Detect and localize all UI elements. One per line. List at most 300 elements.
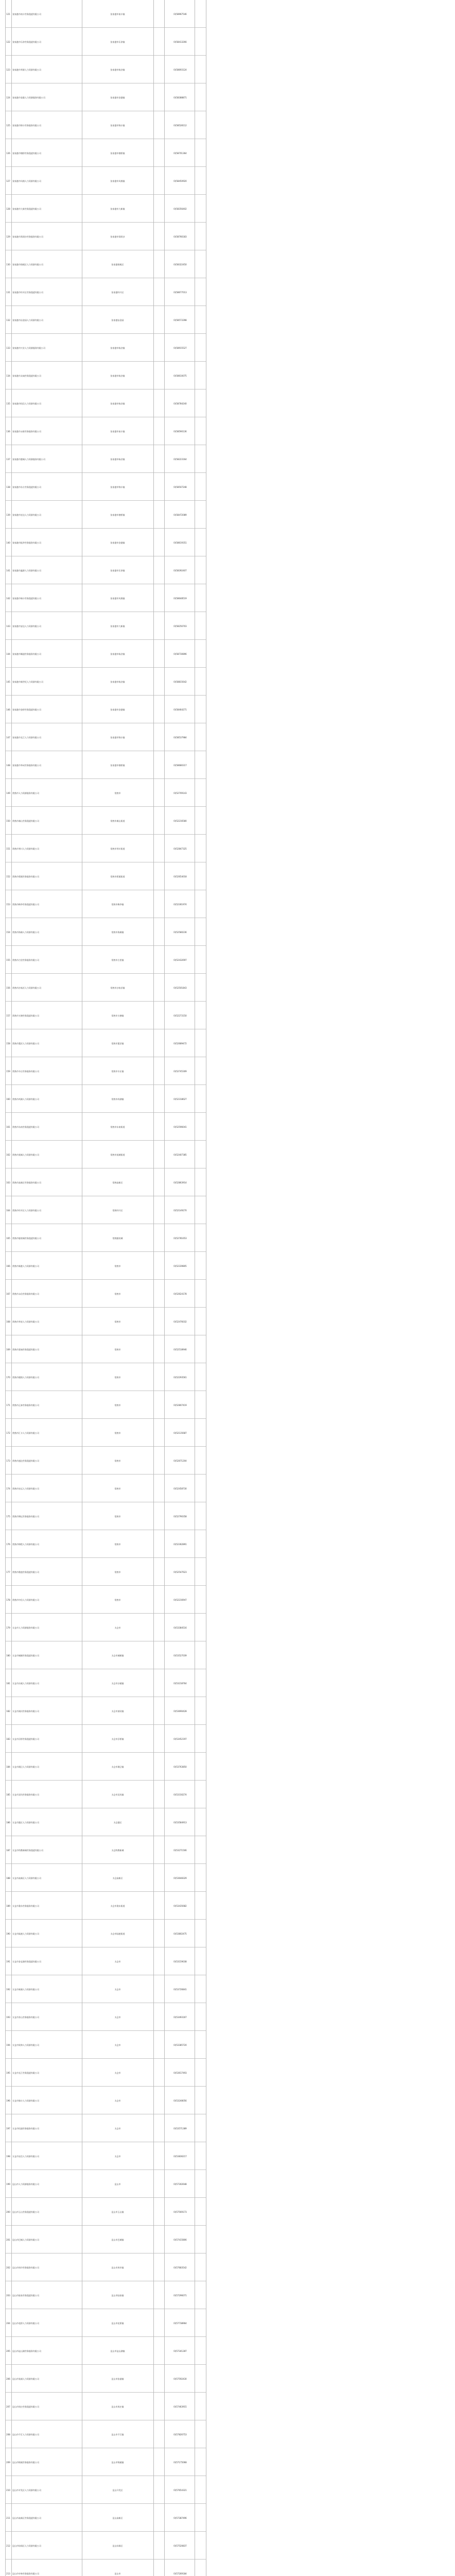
cell-phone: （0)52135687: [172, 1431, 187, 1434]
cell-contact: [195, 2031, 206, 2059]
cell-legal-rep: [153, 334, 164, 362]
cell-contact: [195, 1363, 206, 1391]
cell-name: 常熟市辛庄劳务服务有限公司: [12, 1070, 39, 1073]
table-row: [0, 1808, 455, 1836]
cell-address: 太仓市: [114, 1988, 121, 1991]
table-row: [0, 696, 455, 723]
cell-address: 常熟市: [114, 1570, 121, 1573]
cell-phone: （0)58915527: [172, 346, 187, 349]
cell-address: 常熟市: [114, 1515, 121, 1518]
cell-contact: [195, 1864, 206, 1892]
cell-no: 189: [6, 1904, 10, 1907]
cell-legal-rep: [153, 1113, 164, 1141]
cell-name: 常熟市永信劳务服务有限公司: [12, 1292, 39, 1295]
table-row: [0, 2003, 455, 2031]
cell-address: 常熟市: [114, 1403, 121, 1406]
cell-address: 常熟市尚湖镇: [111, 1097, 124, 1100]
cell-no: 144: [6, 652, 10, 655]
cell-name: 昆山市综保区人力资源有限公司: [12, 2544, 41, 2547]
cell-phone: （0)58680317: [172, 764, 187, 767]
cell-address: 张家港保税区: [111, 263, 124, 266]
table-row: [0, 1947, 455, 1975]
cell-phone: （0)53452197: [172, 1737, 187, 1740]
cell-name: 昆山市陆家劳务派遣有限公司: [12, 2294, 39, 2297]
cell-address: 常熟市梅李镇: [111, 903, 124, 906]
cell-contact: [195, 2087, 206, 2114]
table-row: [0, 501, 455, 529]
cell-no: 178: [6, 1598, 10, 1601]
cell-no: 147: [6, 736, 10, 739]
cell-address: 昆山市巴城镇: [111, 2238, 124, 2241]
cell-address: 太仓市娄东街道: [110, 1904, 125, 1907]
cell-legal-rep: [153, 1447, 164, 1475]
cell-phone: （0)58967546: [172, 12, 187, 15]
cell-phone: （0)58464271: [172, 708, 187, 711]
cell-legal-rep: [153, 1196, 164, 1224]
cell-name: 常熟市德润人力资源有限公司: [12, 1376, 39, 1379]
cell-contact: [195, 1920, 206, 1947]
cell-name: 昆山市周庄劳务派遣有限公司: [12, 2405, 39, 2408]
cell-address: 太仓港区: [113, 1821, 122, 1824]
cell-contact: [195, 1280, 206, 1308]
cell-name: 常熟市梅李劳务派遣有限公司: [12, 903, 39, 906]
table-row: [0, 1363, 455, 1391]
cell-address: 太仓市陆渡街道: [110, 1932, 125, 1935]
cell-legal-rep: [153, 2226, 164, 2253]
cell-contact: [195, 1308, 206, 1335]
cell-address: 常熟市: [114, 1320, 121, 1323]
cell-name: 昆山市亭林劳务服务有限公司: [12, 2572, 39, 2575]
cell-address: 太仓市浮桥镇: [111, 1737, 124, 1740]
cell-legal-rep: [153, 2309, 164, 2337]
cell-name: 昆山市周市劳务服务有限公司: [12, 2266, 39, 2269]
cell-phone: （0)52432697: [172, 958, 187, 961]
cell-no: 156: [6, 986, 10, 989]
cell-name: 太仓市陆渡人力资源有限公司: [12, 1932, 39, 1935]
cell-contact: [195, 584, 206, 612]
cell-no: 155: [6, 958, 10, 961]
cell-no: 151: [6, 847, 10, 850]
cell-legal-rep: [153, 250, 164, 278]
cell-name: 常熟市碧溪劳务服务有限公司: [12, 875, 39, 878]
cell-no: 205: [6, 2349, 10, 2352]
cell-name: 张家港市金桥劳务派遣有限公司: [12, 708, 41, 711]
cell-no: 153: [6, 903, 10, 906]
cell-no: 181: [6, 1682, 10, 1685]
cell-phone: （0)53385720: [172, 2043, 187, 2046]
table-row: [0, 2170, 455, 2198]
cell-address: 张家港市杨舍镇: [110, 402, 125, 405]
cell-contact: [195, 334, 206, 362]
cell-legal-rep: [153, 2142, 164, 2170]
cell-address: 昆山市张浦镇: [111, 2377, 124, 2380]
table-row: [0, 278, 455, 306]
cell-no: 203: [6, 2294, 10, 2297]
cell-contact: [195, 195, 206, 223]
cell-legal-rep: [153, 1280, 164, 1308]
table-row: [0, 974, 455, 1002]
cell-legal-rep: [153, 2087, 164, 2114]
cell-no: 163: [6, 1181, 10, 1184]
cell-address: 张家港市大新镇: [110, 207, 125, 210]
cell-address: 常熟市: [114, 1543, 121, 1546]
cell-name: 常熟市东南劳务派遣有限公司: [12, 1125, 39, 1128]
cell-address: 常熟市莫城街道: [110, 1153, 125, 1156]
cell-legal-rep: [153, 1920, 164, 1947]
table-row: [0, 1502, 455, 1530]
cell-address: 张家港市杨舍镇: [110, 652, 125, 655]
cell-name: 太仓市人力资源服务有限公司: [12, 1626, 39, 1629]
cell-legal-rep: [153, 640, 164, 668]
table-row: [0, 1029, 455, 1057]
table-row: [0, 584, 455, 612]
cell-name: 太仓市浮桥劳务派遣有限公司: [12, 1737, 39, 1740]
cell-contact: [195, 223, 206, 250]
table-row: [0, 1753, 455, 1781]
cell-phone: （0)58450920: [172, 179, 187, 182]
cell-contact: [195, 0, 206, 28]
cell-legal-rep: [153, 278, 164, 306]
cell-address: 常熟市: [114, 1348, 121, 1351]
cell-legal-rep: [153, 1363, 164, 1391]
cell-name: 昆山市淀山湖劳务服务有限公司: [12, 2349, 41, 2352]
cell-name: 太仓市宏信人力资源有限公司: [12, 2155, 39, 2158]
cell-address: 太仓市: [114, 2015, 121, 2019]
cell-name: 张家港市冶金园人力资源有限公司: [12, 318, 43, 321]
cell-name: 太仓市浏河劳务服务有限公司: [12, 1709, 39, 1713]
cell-legal-rep: [153, 1669, 164, 1697]
cell-name: 张家港市锦丰劳务服务有限公司: [12, 124, 41, 127]
cell-contact: [195, 918, 206, 946]
cell-contact: [195, 1057, 206, 1085]
cell-name: 常熟市鼎盛劳务派遣有限公司: [12, 1570, 39, 1573]
cell-legal-rep: [153, 2114, 164, 2142]
cell-address: 常熟市: [114, 791, 121, 794]
cell-name: 常熟市尚湖人力资源有限公司: [12, 1097, 39, 1100]
cell-no: 173: [6, 1459, 10, 1462]
cell-name: 常熟市琴川人力资源有限公司: [12, 847, 39, 850]
cell-contact: [195, 1781, 206, 1808]
cell-contact: [195, 1029, 206, 1057]
cell-address: 张家港市常阴沙: [110, 235, 125, 238]
cell-phone: （0)52689472: [172, 1042, 187, 1045]
cell-contact: [195, 723, 206, 751]
cell-contact: [195, 1697, 206, 1725]
table-row: [0, 2393, 455, 2420]
cell-name: 常熟市中信人力资源有限公司: [12, 1598, 39, 1601]
table-row: [0, 890, 455, 918]
cell-legal-rep: [153, 1085, 164, 1113]
table-row: [0, 1419, 455, 1447]
cell-no: 137: [6, 457, 10, 461]
cell-no: 196: [6, 2099, 10, 2102]
cell-address: 常熟市董浜镇: [111, 1042, 124, 1045]
table-row: [0, 111, 455, 139]
table-row: [0, 1975, 455, 2003]
cell-name: 昆山市千灯人力资源有限公司: [12, 2433, 39, 2436]
cell-name: 太仓市长江劳务派遣有限公司: [12, 2071, 39, 2074]
cell-contact: [195, 1614, 206, 1641]
cell-phone: （0)58472089: [172, 513, 187, 516]
cell-legal-rep: [153, 83, 164, 111]
cell-legal-rep: [153, 56, 164, 83]
cell-legal-rep: [153, 139, 164, 167]
cell-phone: （0)53836217: [172, 2155, 187, 2158]
cell-no: 180: [6, 1654, 10, 1657]
cell-address: 张家港市乐余镇: [110, 40, 125, 43]
cell-phone: （0)58322450: [172, 263, 187, 266]
table-row: [0, 1614, 455, 1641]
cell-name: 太仓市金仓湖劳务派遣有限公司: [12, 1960, 41, 1963]
cell-contact: [195, 668, 206, 696]
table-row: [0, 445, 455, 473]
cell-no: 123: [6, 68, 10, 71]
cell-name: 太仓市城厢劳务派遣有限公司: [12, 1654, 39, 1657]
cell-no: 132: [6, 318, 10, 321]
cell-contact: [195, 1725, 206, 1753]
cell-contact: [195, 2226, 206, 2253]
cell-no: 184: [6, 1765, 10, 1768]
cell-legal-rep: [153, 835, 164, 862]
cell-legal-rep: [153, 306, 164, 334]
cell-legal-rep: [153, 723, 164, 751]
cell-name: 张家港市南丰劳务派遣有限公司: [12, 12, 41, 15]
table-row: [0, 1697, 455, 1725]
cell-phone: （0)52847325: [172, 847, 187, 850]
cell-legal-rep: [153, 1141, 164, 1168]
table-row: [0, 751, 455, 779]
cell-legal-rep: [153, 751, 164, 779]
cell-legal-rep: [153, 1419, 164, 1447]
cell-no: 128: [6, 207, 10, 210]
cell-no: 210: [6, 2488, 10, 2492]
cell-legal-rep: [153, 2393, 164, 2420]
cell-no: 159: [6, 1070, 10, 1073]
cell-phone: （0)58392407: [172, 569, 187, 572]
table-row: [0, 2059, 455, 2087]
table-row: [0, 2253, 455, 2281]
cell-address: 常熟市沙家浜镇: [110, 986, 125, 989]
table-row: [0, 1002, 455, 1029]
cell-phone: （0)52518946: [172, 1348, 187, 1351]
cell-address: 常熟市东南街道: [110, 1125, 125, 1128]
cell-no: 158: [6, 1042, 10, 1045]
table-row: [0, 1864, 455, 1892]
cell-phone: （0)58537984: [172, 736, 187, 739]
cell-phone: （0)52671204: [172, 1459, 187, 1462]
cell-legal-rep: [153, 2337, 164, 2365]
cell-name: 张家港市塘桥劳务派遣有限公司: [12, 151, 41, 155]
cell-name: 张家港市兴业人力资源服务有限公司: [12, 346, 45, 349]
table-row: [0, 167, 455, 195]
cell-no: 164: [6, 1209, 10, 1212]
cell-contact: [195, 56, 206, 83]
cell-legal-rep: [153, 2476, 164, 2504]
cell-address: 张家港市大新镇: [110, 624, 125, 628]
table-row: [0, 1781, 455, 1808]
cell-address: 张家港市塘桥镇: [110, 513, 125, 516]
cell-address: 常熟经开区: [112, 1209, 123, 1212]
table-row: [0, 389, 455, 417]
cell-name: 太仓市新湖人力资源有限公司: [12, 1988, 39, 1991]
table-row: [0, 1224, 455, 1252]
cell-no: 202: [6, 2266, 10, 2269]
cell-phone: （0)53384516: [172, 1626, 187, 1629]
cell-no: 149: [6, 791, 10, 794]
cell-contact: [195, 2170, 206, 2198]
cell-no: 190: [6, 1932, 10, 1935]
cell-legal-rep: [153, 362, 164, 389]
cell-phone: （0)58701364: [172, 151, 187, 155]
cell-contact: [195, 1113, 206, 1141]
cell-contact: [195, 1530, 206, 1558]
cell-legal-rep: [153, 1641, 164, 1669]
table-row: [0, 1280, 455, 1308]
table-row: [0, 2504, 455, 2532]
cell-name: 常熟市古里劳务服务有限公司: [12, 958, 39, 961]
table-row: [0, 1141, 455, 1168]
cell-legal-rep: [153, 501, 164, 529]
cell-phone: （0)58766183: [172, 235, 187, 238]
cell-contact: [195, 1391, 206, 1419]
cell-phone: （0)57826753: [172, 2433, 187, 2436]
cell-phone: （0)57738964: [172, 2321, 187, 2325]
cell-phone: （0)52476032: [172, 1320, 187, 1323]
table-row: [0, 0, 455, 28]
cell-name: 常熟市虞山劳务派遣有限公司: [12, 819, 39, 822]
cell-no: 213: [6, 2572, 10, 2575]
cell-contact: [195, 389, 206, 417]
cell-no: 201: [6, 2238, 10, 2241]
cell-phone: （0)52362891: [172, 1543, 187, 1546]
cell-no: 200: [6, 2210, 10, 2213]
cell-address: 太仓市璜泾镇: [111, 1765, 124, 1768]
cell-address: 常熟市: [114, 1376, 121, 1379]
cell-address: 张家港市锦丰镇: [110, 485, 125, 488]
table-row: [0, 2532, 455, 2560]
table-row: [0, 2365, 455, 2393]
cell-contact: [195, 250, 206, 278]
cell-no: 175: [6, 1515, 10, 1518]
cell-legal-rep: [153, 946, 164, 974]
cell-legal-rep: [153, 2420, 164, 2448]
cell-legal-rep: [153, 584, 164, 612]
cell-address: 张家港市乐余镇: [110, 569, 125, 572]
table-row: [0, 1447, 455, 1475]
cell-phone: （0)52863914: [172, 1181, 187, 1184]
cell-no: 146: [6, 708, 10, 711]
cell-address: 常熟市: [114, 1487, 121, 1490]
cell-name: 常熟市莫城人力资源有限公司: [12, 1153, 39, 1156]
cell-phone: （0)53435682: [172, 1904, 187, 1907]
cell-address: 昆山市周庄镇: [111, 2405, 124, 2408]
cell-no: 165: [6, 1236, 10, 1240]
cell-legal-rep: [153, 167, 164, 195]
cell-address: 张家港市塘桥镇: [110, 764, 125, 767]
cell-address: 昆山市玉山镇: [111, 2210, 124, 2213]
table-row: [0, 1669, 455, 1697]
cell-name: 张家港市金港人力资源服务有限公司: [12, 96, 45, 99]
cell-phone: （0)58648519: [172, 597, 187, 600]
cell-phone: （0)53690428: [172, 1709, 187, 1713]
cell-address: 太仓市沙溪镇: [111, 1682, 124, 1685]
cell-phone: （0)53316274: [172, 1793, 187, 1796]
cell-no: 191: [6, 1960, 10, 1963]
cell-phone: （0)58507248: [172, 485, 187, 488]
cell-no: 135: [6, 402, 10, 405]
cell-contact: [195, 1558, 206, 1586]
cell-name: 昆山市开发区人力资源有限公司: [12, 2488, 41, 2492]
cell-contact: [195, 779, 206, 807]
table-row: [0, 1308, 455, 1335]
cell-contact: [195, 1335, 206, 1363]
table-row: [0, 473, 455, 501]
cell-contact: [195, 28, 206, 56]
cell-contact: [195, 2504, 206, 2532]
cell-name: 昆山市人力资源服务有限公司: [12, 2182, 39, 2185]
table-row: [0, 779, 455, 807]
cell-phone: （0)52790358: [172, 1515, 187, 1518]
table-row: [0, 723, 455, 751]
cell-address: 常熟市辛庄镇: [111, 1070, 124, 1073]
cell-phone: （0)58784240: [172, 402, 187, 405]
cell-phone: （0)52273150: [172, 1014, 187, 1017]
cell-no: 148: [6, 764, 10, 767]
cell-legal-rep: [153, 779, 164, 807]
cell-legal-rep: [153, 974, 164, 1002]
cell-name: 太仓市高新区人力资源有限公司: [12, 1876, 41, 1879]
cell-contact: [195, 696, 206, 723]
cell-contact: [195, 529, 206, 556]
cell-address: 张家港冶金园: [111, 318, 124, 321]
cell-contact: [195, 2420, 206, 2448]
cell-no: 167: [6, 1292, 10, 1295]
table-row: [0, 2560, 455, 2576]
cell-legal-rep: [153, 2448, 164, 2476]
cell-no: 121: [6, 12, 10, 15]
cell-no: 136: [6, 430, 10, 433]
cell-no: 176: [6, 1543, 10, 1546]
table-row: [0, 223, 455, 250]
cell-contact: [195, 1641, 206, 1669]
table-row: [0, 1586, 455, 1614]
cell-no: 194: [6, 2043, 10, 2046]
cell-phone: （0)57463915: [172, 2405, 187, 2408]
cell-no: 162: [6, 1153, 10, 1156]
cell-name: 太仓市恒通劳务服务有限公司: [12, 2127, 39, 2130]
cell-name: 张家港市华成劳务服务有限公司: [12, 764, 41, 767]
cell-legal-rep: [153, 1224, 164, 1252]
cell-phone: （0)52458730: [172, 1487, 187, 1490]
cell-name: 张家港市保税区人力资源有限公司: [12, 263, 43, 266]
cell-address: 太仓市: [114, 1626, 121, 1629]
table-row: [0, 529, 455, 556]
cell-contact: [195, 1252, 206, 1280]
cell-legal-rep: [153, 111, 164, 139]
cell-no: 186: [6, 1821, 10, 1824]
table-row: [0, 2420, 455, 2448]
cell-address: 张家港市凤凰镇: [110, 597, 125, 600]
cell-legal-rep: [153, 473, 164, 501]
cell-contact: [195, 807, 206, 835]
cell-legal-rep: [153, 28, 164, 56]
cell-name: 张家港市长江人力资源有限公司: [12, 736, 41, 739]
cell-contact: [195, 1586, 206, 1614]
cell-address: 太仓市: [114, 2155, 121, 2158]
cell-contact: [195, 1753, 206, 1781]
cell-legal-rep: [153, 1614, 164, 1641]
cell-legal-rep: [153, 1530, 164, 1558]
